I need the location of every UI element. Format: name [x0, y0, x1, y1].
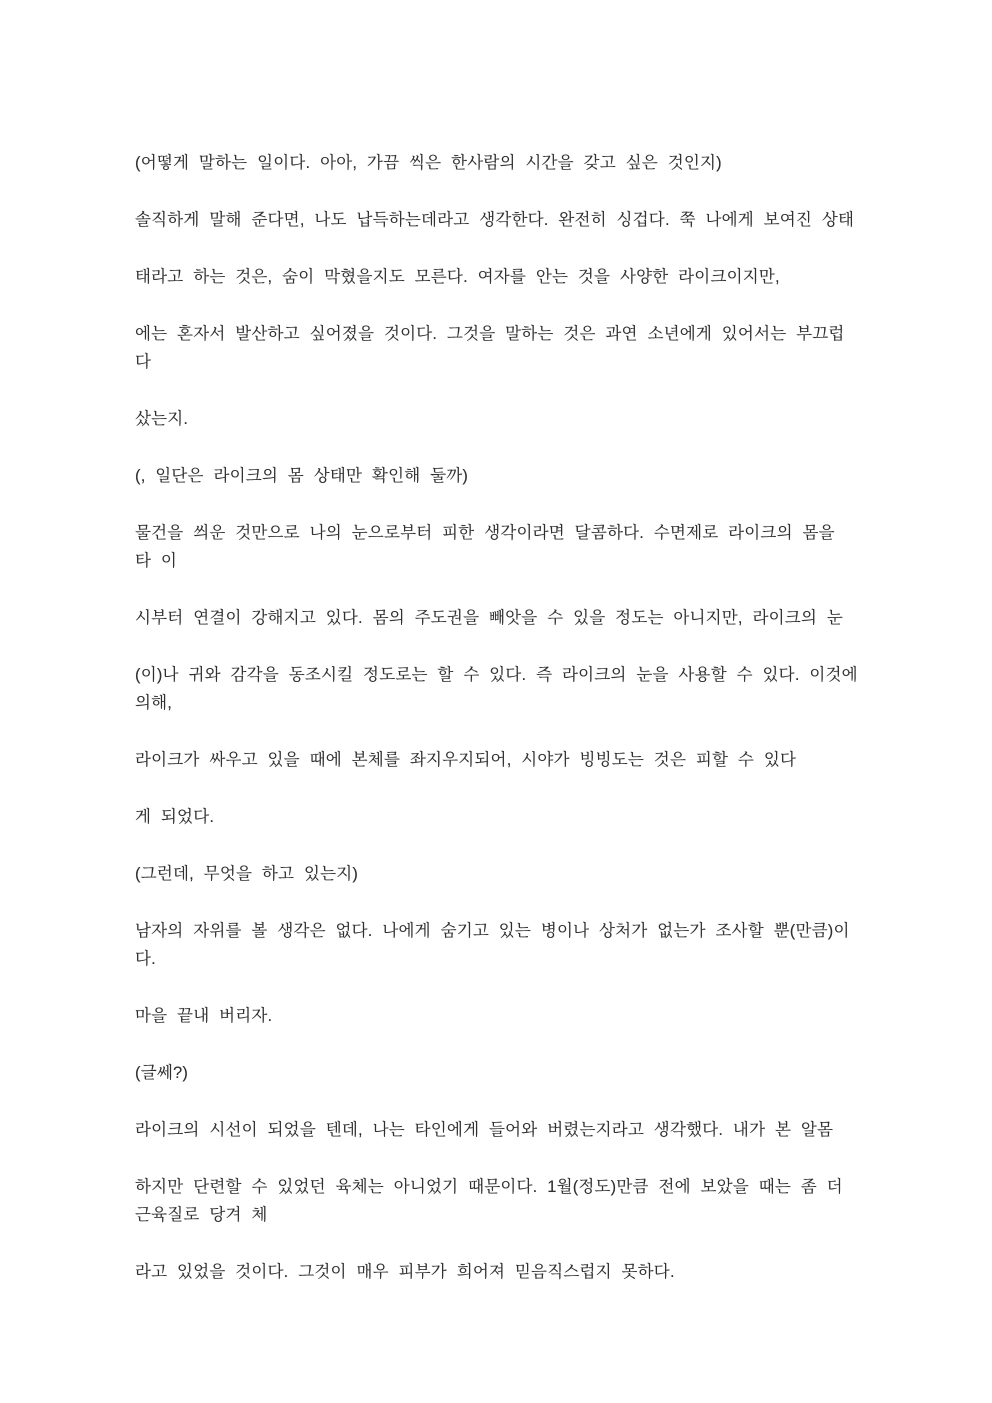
paragraph — [135, 746, 895, 774]
paragraph-line: (글쎄?) — [135, 1064, 189, 1082]
paragraph — [135, 604, 895, 632]
paragraph — [135, 1002, 895, 1030]
paragraph-line: 물건을 씌운 것만으로 나의 눈으로부터 피한 생각이라면 달콤하다. 수면제로 라이크의 몸을 — [135, 524, 835, 542]
paragraph-line: 하지만 단련할 수 있었던 육체는 아니었기 때문이다. 1월(정도)만큼 전에 보았을 때는 좀 더 — [135, 1178, 843, 1196]
paragraph-line: 태라고 하는 것은, 숨이 막혔을지도 모른다. 여자를 안는 것을 사양한 라이크이지만, — [135, 268, 780, 286]
paragraph-line: 라이크가 싸우고 있을 때에 본체를 좌지우지되어, 시야가 빙빙도는 것은 피할 수 있다 — [135, 751, 797, 769]
paragraph — [135, 462, 895, 490]
paragraph-line: 에는 혼자서 발산하고 싶어졌을 것이다. 그것을 말하는 것은 과연 소년에게 있어서는 부끄럽 — [135, 325, 845, 343]
paragraph-line: 마을 끝내 버리자. — [135, 1007, 273, 1025]
paragraph-line: (이)나 귀와 감각을 동조시킬 정도로는 할 수 있다. 즉 라이크의 눈을 사용할 수 있다. 이것에 — [135, 666, 858, 684]
paragraph — [135, 803, 895, 831]
paragraph-line: 다 — [135, 353, 152, 371]
paragraph-line: (어떻게 말하는 일이다. 아아, 가끔 씩은 한사람의 시간을 갖고 싶은 것인지) — [135, 154, 722, 172]
paragraph-line: 타 이 — [135, 552, 178, 570]
paragraph — [135, 1059, 895, 1087]
paragraph — [135, 1258, 895, 1286]
paragraph — [135, 149, 895, 177]
paragraph — [135, 405, 895, 433]
paragraph-line: (그런데, 무엇을 하고 있는지) — [135, 865, 359, 883]
text-column — [135, 149, 895, 1315]
paragraph-line: 솔직하게 말해 준다면, 나도 납득하는데라고 생각한다. 완전히 싱겁다. 쭉 나에게 보여진 상태 — [135, 211, 855, 229]
paragraph-line: (, 일단은 라이크의 몸 상태만 확인해 둘까) — [135, 467, 469, 485]
paragraph-line: 라이크의 시선이 되었을 텐데, 나는 타인에게 들어와 버렸는지라고 생각했다. 내가 본 알몸 — [135, 1121, 834, 1139]
paragraph-line: 라고 있었을 것이다. 그것이 매우 피부가 희어져 믿음직스럽지 못하다. — [135, 1263, 675, 1281]
paragraph-line: 근육질로 당겨 체 — [135, 1206, 268, 1224]
paragraph-line: 의해, — [135, 694, 173, 712]
paragraph — [135, 860, 895, 888]
paragraph — [135, 263, 895, 291]
paragraph-line: 샀는지. — [135, 410, 189, 428]
paragraph — [135, 519, 895, 575]
paragraph — [135, 917, 895, 973]
paragraph-line: 다. — [135, 950, 156, 968]
paragraph — [135, 206, 895, 234]
paragraph — [135, 1116, 895, 1144]
paragraph — [135, 320, 895, 376]
paragraph-line: 남자의 자위를 볼 생각은 없다. 나에게 숨기고 있는 병이나 상처가 없는가 조사할 뿐(만큼)이 — [135, 922, 850, 940]
paragraph — [135, 661, 895, 717]
paragraph-line: 시부터 연결이 강해지고 있다. 몸의 주도권을 빼앗을 수 있을 정도는 아니지만, 라이크의 눈 — [135, 609, 843, 627]
paragraph-line: 게 되었다. — [135, 808, 215, 826]
paragraph — [135, 1173, 895, 1229]
